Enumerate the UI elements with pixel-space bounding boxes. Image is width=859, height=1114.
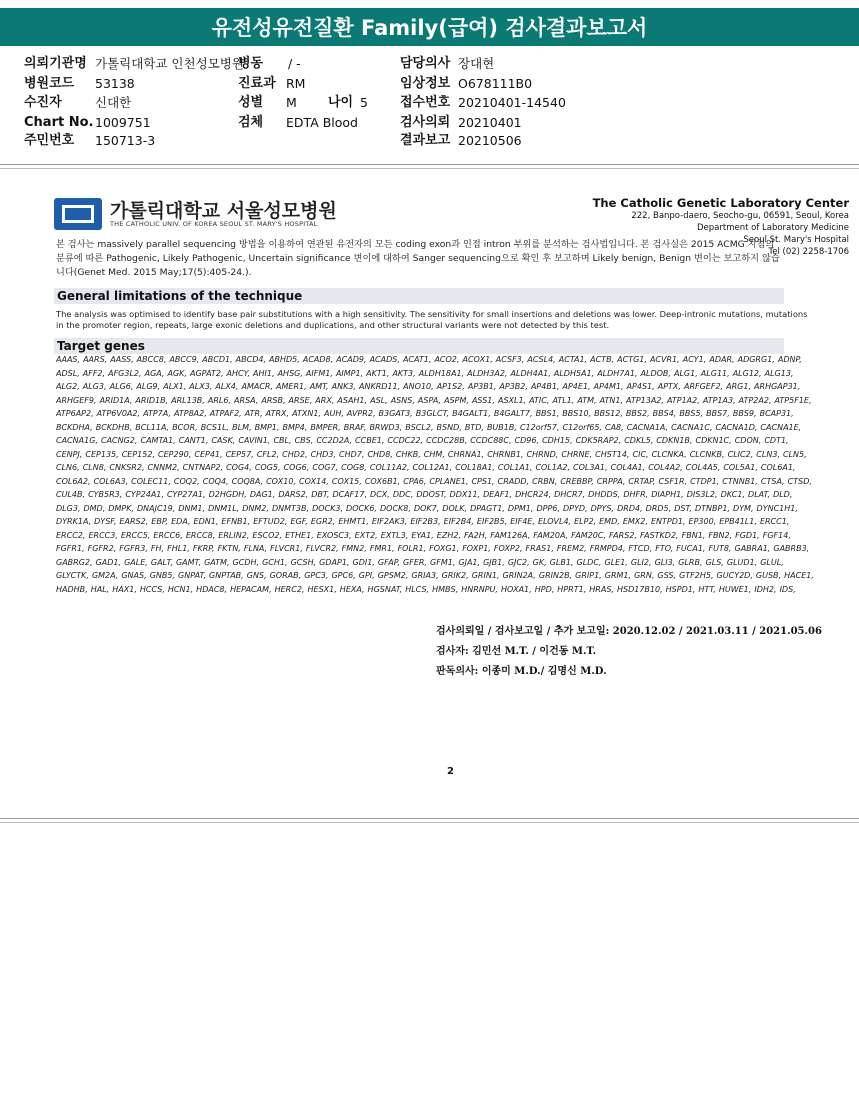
- report-date-value: 20210506: [458, 133, 522, 148]
- accession-value: 20210401-14540: [458, 95, 566, 110]
- address-line: Seoul St. Mary's Hospital: [743, 235, 849, 245]
- testers: 검사자: 김민선 M.T. / 이건동 M.T.: [436, 646, 597, 657]
- specimen-value: EDTA Blood: [286, 115, 358, 130]
- age-value: 5: [360, 95, 368, 110]
- patient-value: 신대한: [95, 95, 132, 110]
- request-date-value: 20210401: [458, 115, 522, 130]
- divider: [0, 164, 859, 165]
- ordering-institution-label: 의뢰기관명: [24, 56, 87, 71]
- address-line: 222, Banpo-daero, Seocho-gu, 06591, Seoul, Korea: [631, 211, 849, 221]
- page-number: 2: [447, 766, 454, 777]
- attending-label: 담당의사: [400, 56, 451, 71]
- limitations-text: The analysis was optimised to identify base pair substitutions with a high sensitivity. The sensitivity for small insertions and deletions was lower. Deep-intronic mutations, mutations in the promoter region, repeats, large exonic deletions and duplications, and other structural variants were not detected by this test.: [56, 309, 808, 330]
- hospital-code-label: 병원코드: [24, 76, 75, 91]
- department-value: RM: [286, 76, 306, 91]
- request-date-label: 검사의뢰: [400, 115, 451, 130]
- ward-value: / -: [288, 56, 301, 71]
- page-divider: [0, 818, 859, 819]
- report-dates: 검사의뢰일 / 검사보고일 / 추가 보고일: 2020.12.02 / 2021.03.11 / 2021.05.06: [436, 626, 822, 637]
- target-genes-list: AAAS, AARS, AASS, ABCC8, ABCC9, ABCD1, ABCD4, ABHD5, ACAD8, ACAD9, ACADS, ACAT1, ACO2, ACOX1, ACSF3, ACSL4, ACTA1, ACTB, ACTG1, ACVR1, ACY1, ADAR, ADGRG1, ADNP, ADSL, AFF2, AFG3L2, AGA, AGK, AGPAT2, AHCY, AHI1, AHSG, AIFM1, AIMP1, AKT1, AKT3, ALDH18A1, ALDH3A2, ALDH4A1, ALDH5A1, ALDH7A1, ALDOB, ALG1, ALG11, ALG12, ALG13, ALG2, ALG3, ALG6, ALG9, ALX1, ALX3, ALX4, AMACR, AMER1, AMT, ANK3, ANKRD11, ANO10, AP1S2, AP3B1, AP3B2, AP4B1, AP4E1, AP4M1, AP4S1, APTX, ARFGEF2, ARG1, ARHGAP31, ARHGEF9, ARID1A, ARID1B, ARL13B, ARL6, ARSA, ARSB, ARSE, ARX, ASAH1, ASL, ASNS, ASPA, ASPM, ASS1, ASXL1, ATIC, ATL1, ATM, ATN1, ATP13A2, ATP1A2, ATP1A3, ATP2A2, ATP5F1E, ATP6AP2, ATP6V0A2, ATP7A, ATP8A2, ATPAF2, ATR, ATRX, ATXN1, AUH, AVPR2, B3GAT3, B3GLCT, B4GALT1, B4GALT7, BBS1, BBS10, BBS12, BBS2, BBS4, BBS5, BBS7, BBS9, BCAP31, BCKDHA, BCKDHB, BCL11A, BCOR, BCS1L, BLM, BMP1, BMP4, BMPER, BRAF, BRWD3, BSCL2, BSND, BTD, BUB1B, C12orf57, C12orf65, CA8, CACNA1A, CACNA1C, CACNA1D, CACNA1E, CACNA1G, CACNG2, CAMTA1, CANT1, CASK, CAVIN1, CBL, CBS, CC2D2A, CCBE1, CCDC22, CCDC28B, CCDC88C, CD96, CDH15, CDK5RAP2, CDKL5, CDKN1B, CDKN1C, CDON, CDT1, CENPJ, CEP135, CEP152, CEP290, CEP41, CEP57, CFL2, CHD2, CHD3, CHD7, CHD8, CHKB, CHM, CHRNA1, CHRNB1, CHRND, CHRNE, CHST14, CIC, CLCNKA, CLCNKB, CLIC2, CLN3, CLN5, CLN6, CLN8, CNKSR2, CNNM2, CNTNAP2, COG4, COG5, COG6, COG7, COG8, COL11A2, COL12A1, COL18A1, COL1A1, COL1A2, COL3A1, COL4A1, COL4A2, COL4A5, COL5A1, COL6A1, COL6A2, COL6A3, COLEC11, COQ2, COQ4, COQ8A, COX10, COX14, COX15, COX6B1, CPA6, CPLANE1, CPS1, CRADD, CRBN, CREBBP, CRPPA, CRTAP, CSF1R, CTDP1, CTNNB1, CTSA, CTSD, CUL4B, CYB5R3, CYP24A1, CYP27A1, D2HGDH, DAG1, DARS2, DBT, DCAF17, DCX, DDC, DDOST, DDX11, DEAF1, DHCR24, DHCR7, DHDDS, DHFR, DIAPH1, DIS3L2, DKC1, DLAT, DLD, DLG3, DMD, DMPK, DNAJC19, DNM1, DNM1L, DNM2, DNMT3B, DOCK3, DOCK6, DOCK8, DOK7, DOLK, DPAGT1, DPM1, DPP6, DPYD, DPYS, DRD4, DRD5, DST, DTNBP1, DYM, DYNC1H1, DYRK1A, DYSF, EARS2, EBP, EDA, EDN1, EFNB1, EFTUD2, EGF, EGR2, EHMT1, EIF2AK3, EIF2B3, EIF2B4, EIF2B5, EIF4E, ELOVL4, ELP2, EMD, EMX2, ENTPD1, EP300, EPB41L1, ERCC1, ERCC2, ERCC3, ERCC5, ERCC6, ERCC8, ERLIN2, ESCO2, ETHE1, EXOSC3, EXT2, EXTL3, EYA1, EZH2, FA2H, FAM126A, FAM20A, FAM20C, FARS2, FASTKD2, FBN1, FBN2, FGD1, FGF14, FGFR1, FGFR2, FGFR3, FH, FHL1, FKRP, FKTN, FLNA, FLVCR1, FLVCR2, FMN2, FMR1, FOLR1, FOXG1, FOXP1, FOXP2, FRAS1, FREM2, FRMPD4, FTCD, FTO, FUCA1, FUT8, GABRA1, GABRB3, GABRG2, GAD1, GALE, GALT, GAMT, GATM, GCDH, GCH1, GCSH, GDAP1, GDI1, GFAP, GFER, GFM1, GJA1, GJB1, GJC2, GK, GLB1, GLDC, GLE1, GLI2, GLI3, GLRB, GLS, GLUD1, GLUL, GLYCTK, GM2A, GNAS, GNB5, GNPAT, GNPTAB, GNS, GORAB, GPC3, GPC6, GPI, GPSM2, GRIA3, GRIK2, GRIN1, GRIN2A, GRIN2B, GRIP1, GRM1, GRN, GSS, GTF2H5, GUCY2D, GUSB, HACE1, HADHB, HAL, HAX1, HCCS, HCN1, HDAC8, HEPACAM, HERC2, HESX1, HEXA, HGSNAT, HLCS, HMBS, HNRNPU, HOXA1, HPD, HPRT1, HRAS, HSD17B10, HSPD1, HTT, HUWE1, IDH2, IDS,: [56, 355, 814, 594]
- page-divider: [0, 822, 859, 823]
- intro-paragraph: 본 검사는 massively parallel sequencing 방법을 이용하여 연관된 유전자의 모든 coding exon과 인접 intron 부위를 분석하는 검사법입니다. 본 검사실은 2015 ACMG 지침의 분류에 따른 Pathogenic, Likely Pathogenic, Uncertain significance 변이에 대하여 Sanger sequencing으로 확인 후 보고하며 Likely benign, Benign 변이는 보고하지 않습니다(Genet Med. 2015 May;17(5):405-24.).: [56, 239, 780, 278]
- address-line: Department of Laboratory Medicine: [696, 223, 849, 233]
- address-line: Tel (02) 2258-1706: [768, 247, 849, 257]
- department-label: 진료과: [238, 76, 276, 91]
- ward-label: 병동: [238, 56, 264, 71]
- target-genes-title: Target genes: [54, 338, 784, 354]
- limitations-title: General limitations of the technique: [54, 288, 784, 304]
- ordering-institution-value: 가톨릭대학교 인천성모병원: [95, 56, 244, 71]
- id-value: 150713-3: [95, 133, 156, 148]
- id-label: 주민번호: [24, 133, 75, 148]
- chart-label: Chart No.: [24, 115, 94, 130]
- hospital-code-value: 53138: [95, 76, 135, 91]
- lab-center-title: The Catholic Genetic Laboratory Center: [592, 196, 849, 210]
- specimen-label: 검체: [238, 115, 264, 130]
- hospital-subtitle: THE CATHOLIC UNIV. OF KOREA SEOUL ST. MARY'S HOSPITAL: [110, 220, 318, 228]
- attending-value: 장대현: [458, 56, 495, 71]
- hospital-name: 가톨릭대학교 서울성모병원: [110, 200, 337, 222]
- report-date-label: 결과보고: [400, 133, 451, 148]
- divider: [0, 168, 859, 169]
- age-label: 나이: [328, 95, 354, 110]
- report-page: [0, 176, 859, 816]
- accession-label: 접수번호: [400, 95, 451, 110]
- report-title: 유전성유전질환 Family(급여) 검사결과보고서: [0, 8, 859, 46]
- clinical-info-label: 임상정보: [400, 76, 451, 91]
- sex-label: 성별: [238, 95, 264, 110]
- patient-label: 수진자: [24, 95, 62, 110]
- sex-value: M: [286, 95, 297, 110]
- reading-doctors: 판독의사: 이종미 M.D./ 김명신 M.D.: [436, 666, 607, 677]
- clinical-info-value: O678111B0: [458, 76, 533, 91]
- hospital-logo-icon: [54, 198, 102, 230]
- chart-value: 1009751: [95, 115, 151, 130]
- patient-info: [0, 52, 859, 156]
